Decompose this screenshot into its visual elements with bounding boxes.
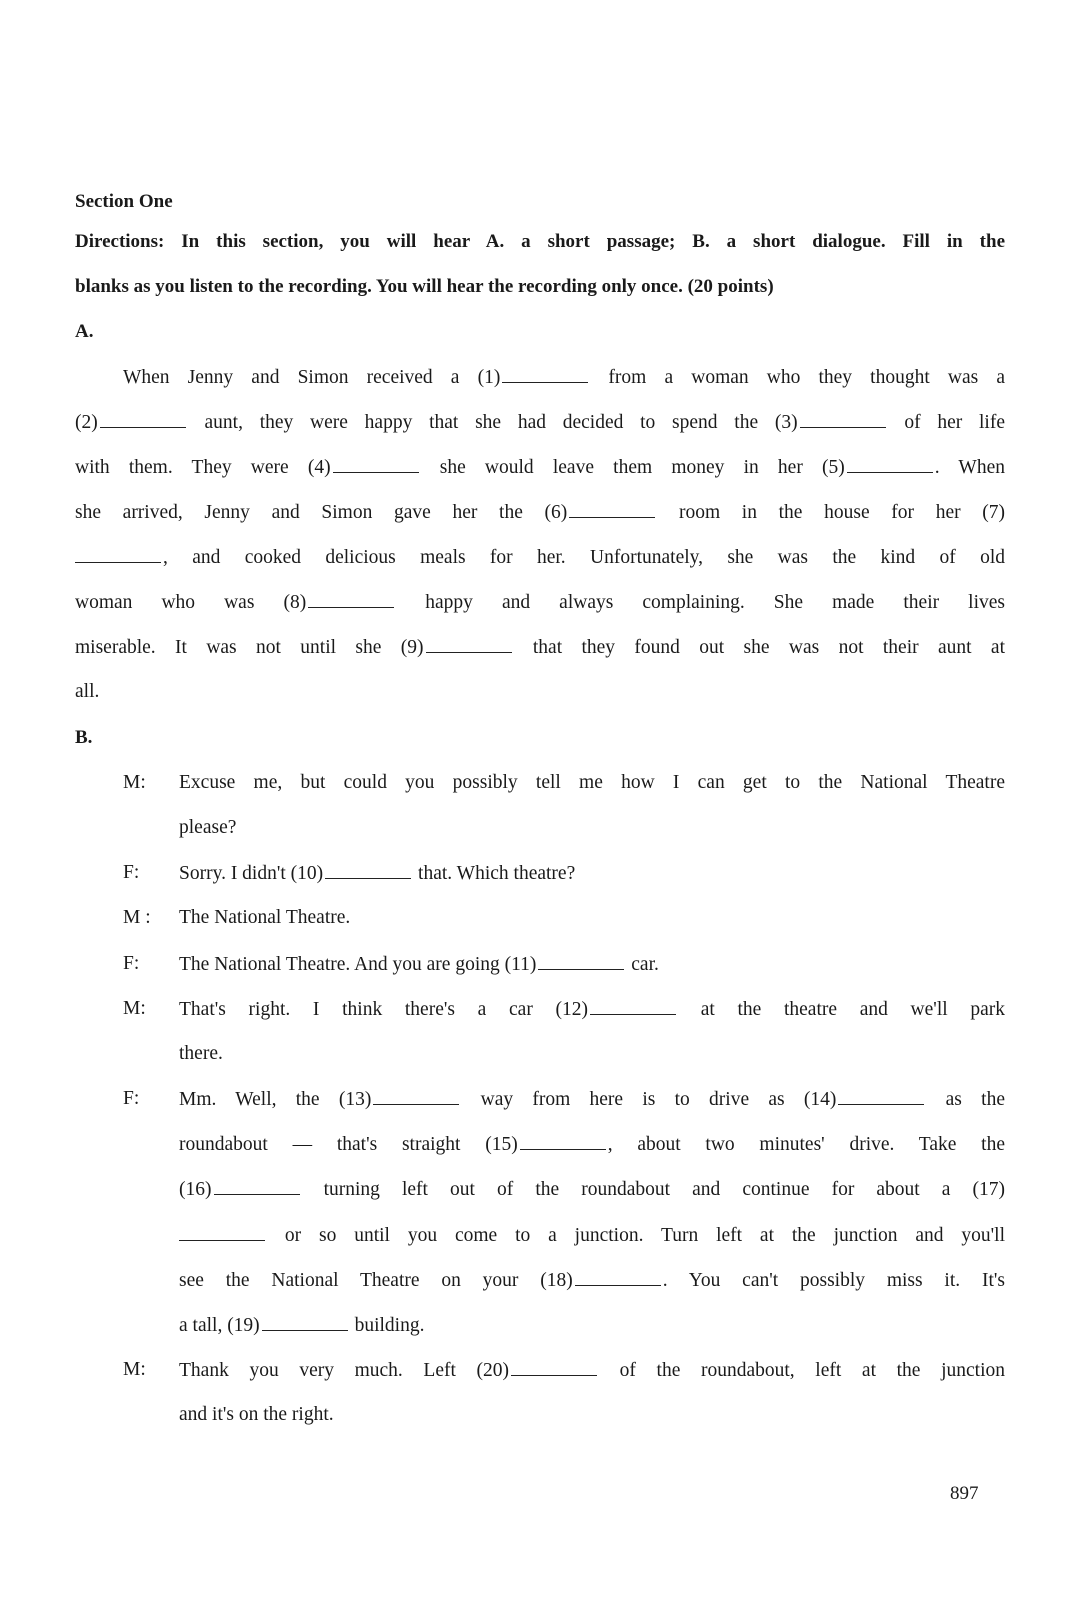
answer-blank-12[interactable] xyxy=(590,998,676,1015)
passage-text: that they found out she was not their aunt at xyxy=(513,637,1005,658)
speaker-label: F: xyxy=(123,953,140,974)
dialogue-line xyxy=(179,772,1005,794)
speaker-label: M: xyxy=(123,1359,146,1380)
dialogue-line xyxy=(179,1359,1005,1382)
speaker-label: M: xyxy=(123,772,146,793)
passage-line-4 xyxy=(75,501,1005,524)
passage-text: of her life xyxy=(887,412,1005,433)
dialogue-text: car. xyxy=(626,954,659,975)
answer-blank-3[interactable] xyxy=(800,411,886,428)
passage-text: woman who was (8) xyxy=(75,592,307,613)
dialogue-text: Thank you very much. Left (20) xyxy=(179,1360,510,1381)
answer-blank-17[interactable] xyxy=(179,1224,265,1241)
dialogue-line xyxy=(179,862,1005,885)
page-number: 897 xyxy=(950,1483,979,1504)
dialogue-text: The National Theatre. xyxy=(179,907,351,928)
passage-line-1 xyxy=(75,366,1005,389)
part-b-label: B. xyxy=(75,727,93,748)
dialogue-text: turning left out of the roundabout and continue for about a (17) xyxy=(301,1179,1005,1200)
passage-text: happy and always complaining. She made their lives xyxy=(396,592,1005,613)
answer-blank-20[interactable] xyxy=(511,1359,597,1376)
dialogue-text: . You can't possibly miss it. It's xyxy=(662,1270,1005,1291)
dialogue-text: a tall, (19) xyxy=(179,1315,260,1336)
passage-line-2 xyxy=(75,411,1005,434)
passage-text: , and cooked delicious meals for her. Unfortunately, she was the kind of old xyxy=(163,547,1005,568)
directions-line-1: Directions: In this section, you will hear A. a short passage; B. a short dialogue. Fill in the xyxy=(75,231,1005,252)
dialogue-line xyxy=(179,1269,1005,1292)
speaker-label: M: xyxy=(123,998,146,1019)
passage-line-6 xyxy=(75,591,1005,614)
answer-blank-16[interactable] xyxy=(214,1178,300,1195)
dialogue-text: of the roundabout, left at the junction xyxy=(599,1360,1005,1381)
speaker-label: M : xyxy=(123,907,151,928)
answer-blank-1[interactable] xyxy=(502,366,588,383)
speaker-label: F: xyxy=(123,1088,140,1109)
dialogue-line xyxy=(179,1088,1005,1111)
answer-blank-9[interactable] xyxy=(426,636,512,653)
part-a-label: A. xyxy=(75,321,94,342)
answer-blank-13[interactable] xyxy=(373,1088,459,1105)
dialogue-text: way from here is to drive as (14) xyxy=(461,1089,837,1110)
passage-text: she would leave them money in her (5) xyxy=(420,457,845,478)
answer-blank-8[interactable] xyxy=(308,591,394,608)
dialogue-text: (16) xyxy=(179,1179,212,1200)
speaker-label: F: xyxy=(123,862,140,883)
answer-blank-7[interactable] xyxy=(75,546,161,563)
section-title: Section One xyxy=(75,191,173,212)
dialogue-text: please? xyxy=(179,817,237,838)
passage-line-5 xyxy=(75,546,1005,569)
dialogue-text: roundabout — that's straight (15) xyxy=(179,1134,518,1155)
answer-blank-5[interactable] xyxy=(847,456,933,473)
dialogue-text: Mm. Well, the (13) xyxy=(179,1089,372,1110)
answer-blank-15[interactable] xyxy=(520,1133,606,1150)
passage-text: she arrived, Jenny and Simon gave her the (6) xyxy=(75,502,568,523)
answer-blank-4[interactable] xyxy=(333,456,419,473)
dialogue-text: as the xyxy=(926,1089,1005,1110)
passage-line-7 xyxy=(75,636,1005,659)
dialogue-line xyxy=(179,1404,1005,1426)
dialogue-text: That's right. I think there's a car (12) xyxy=(179,999,588,1020)
answer-blank-19[interactable] xyxy=(262,1314,348,1331)
dialogue-line xyxy=(179,1224,1005,1247)
dialogue-line xyxy=(179,998,1005,1021)
dialogue-line xyxy=(179,1133,1005,1156)
dialogue-text: Sorry. I didn't (10) xyxy=(179,863,324,884)
directions-line-2: blanks as you listen to the recording. You will hear the recording only once. (20 points) xyxy=(75,276,774,297)
dialogue-line xyxy=(179,1314,1005,1337)
passage-text: aunt, they were happy that she had decided to spend the (3) xyxy=(187,412,798,433)
dialogue-text: Excuse me, but could you possibly tell me how I can get to the National Theatre xyxy=(179,772,1005,793)
passage-text: room in the house for her (7) xyxy=(657,502,1005,523)
passage-text: with them. They were (4) xyxy=(75,457,331,478)
passage-text: When Jenny and Simon received a (1) xyxy=(123,367,501,388)
answer-blank-2[interactable] xyxy=(100,411,186,428)
dialogue-line xyxy=(179,1178,1005,1201)
dialogue-text: or so until you come to a junction. Turn left at the junction and you'll xyxy=(267,1225,1005,1246)
dialogue-line xyxy=(179,817,1005,839)
answer-blank-14[interactable] xyxy=(838,1088,924,1105)
passage-line-3 xyxy=(75,456,1005,479)
dialogue-line xyxy=(179,1043,1005,1065)
dialogue-text: and it's on the right. xyxy=(179,1404,334,1425)
dialogue-text: there. xyxy=(179,1043,223,1064)
dialogue-line xyxy=(179,953,1005,976)
dialogue-text: , about two minutes' drive. Take the xyxy=(607,1134,1005,1155)
passage-text: (2) xyxy=(75,412,98,433)
passage-text: from a woman who they thought was a xyxy=(590,367,1005,388)
dialogue-text: at the theatre and we'll park xyxy=(678,999,1005,1020)
dialogue-text: that. Which theatre? xyxy=(413,863,576,884)
passage-text: all. xyxy=(75,681,100,702)
answer-blank-6[interactable] xyxy=(569,501,655,518)
answer-blank-18[interactable] xyxy=(575,1269,661,1286)
answer-blank-11[interactable] xyxy=(538,953,624,970)
passage-text: miserable. It was not until she (9) xyxy=(75,637,424,658)
dialogue-text: The National Theatre. And you are going (11) xyxy=(179,954,537,975)
dialogue-line xyxy=(179,907,1005,929)
passage-text: . When xyxy=(934,457,1005,478)
dialogue-text: see the National Theatre on your (18) xyxy=(179,1270,573,1291)
dialogue-text: building. xyxy=(349,1315,425,1336)
passage-line-8 xyxy=(75,681,1005,703)
answer-blank-10[interactable] xyxy=(325,862,411,879)
